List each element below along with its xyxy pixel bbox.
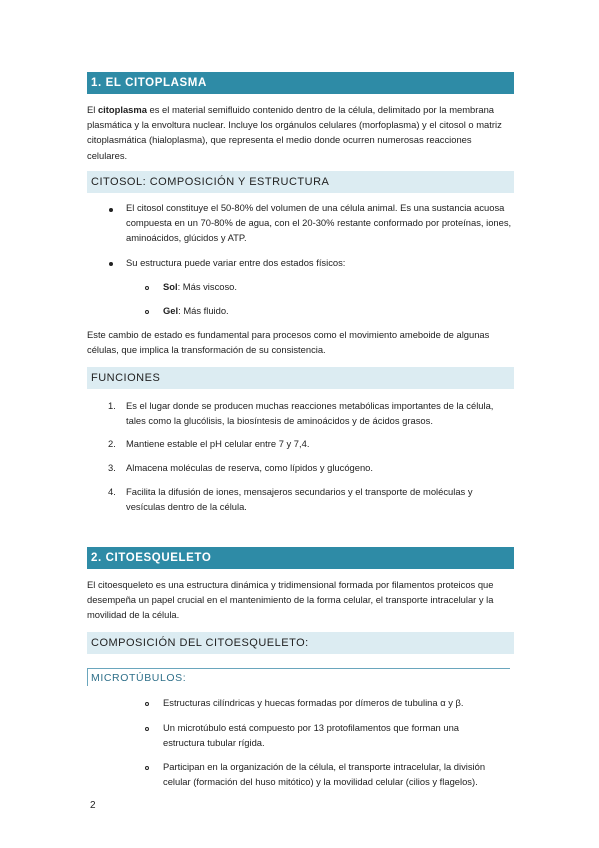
funcion-item-4: Facilita la difusión de iones, mensajeros secundarios y el transporte de moléculas y vesículas dentro de la célula. — [126, 486, 473, 513]
list-number: 4. — [108, 486, 116, 497]
citosol-bullet-1: El citosol constituye el 50-80% del volumen de una célula animal. Es una sustancia acuosa compuesta en un 70-80% de agua, con el 20-30% restante conformado por proteínas, iones, aminoácidos, glúcidos y ATP. — [126, 202, 512, 244]
circle-bullet-icon — [145, 766, 149, 770]
funcion-item-1: Es el lugar donde se producen muchas reacciones metabólicas importantes de la célula, tales como la glucólisis, la biosíntesis de aminoácidos y de ácidos grasos. — [126, 400, 494, 427]
citosol-bullet-2: Su estructura puede variar entre dos estados físicos: — [126, 257, 346, 268]
page-number: 2 — [90, 800, 96, 811]
subheading-citosol: CITOSOL: COMPOSICIÓN Y ESTRUCTURA — [87, 171, 514, 193]
bullet-icon — [109, 208, 113, 212]
state-gel: Gel: Más fluido. — [163, 305, 229, 316]
funcion-item-2: Mantiene estable el pH celular entre 7 y 7,4. — [126, 438, 310, 449]
microtubulos-item-3: Participan en la organización de la célula, el transporte intracelular, la división celular (formación del huso mitótico) y la movilidad celular (cilios y flagelos). — [163, 761, 486, 788]
section-heading-citoplasma: 1. EL CITOPLASMA — [87, 72, 514, 94]
citoplasma-intro: El citoplasma es el material semifluido contenido dentro de la célula, delimitado por la membrana plasmática y la envoltura nuclear. Incluye los orgánulos celulares (morfoplasma) y el citosol o matriz citoplasmática (hialoplasma), que representa el medio donde ocurren numerosas reacciones celulares. — [87, 104, 502, 161]
subheading-microtubulos: MICROTÚBULOS: — [87, 668, 510, 686]
microtubulos-item-1: Estructuras cilíndricas y huecas formadas por dímeros de tubulina α y β. — [163, 697, 464, 708]
bullet-icon — [109, 262, 113, 266]
circle-bullet-icon — [145, 702, 149, 706]
microtubulos-item-2: Un microtúbulo está compuesto por 13 protofilamentos que forman una estructura tubular rígida. — [163, 722, 459, 749]
funcion-item-3: Almacena moléculas de reserva, como lípidos y glucógeno. — [126, 462, 374, 473]
subheading-funciones: FUNCIONES — [87, 367, 514, 389]
circle-bullet-icon — [145, 310, 149, 314]
subheading-composicion: COMPOSICIÓN DEL CITOESQUELETO: — [87, 632, 514, 654]
list-number: 1. — [108, 400, 116, 411]
citoesqueleto-intro: El citoesqueleto es una estructura dinámica y tridimensional formada por filamentos proteicos que desempeña un papel crucial en el mantenimiento de la forma celular, el transporte intracelular y la movilidad de la célula. — [87, 579, 494, 621]
state-sol: Sol: Más viscoso. — [163, 281, 237, 292]
circle-bullet-icon — [145, 286, 149, 290]
list-number: 3. — [108, 462, 116, 473]
citosol-closing: Este cambio de estado es fundamental para procesos como el movimiento ameboide de algunas células, que implica la transformación de su consistencia. — [87, 329, 490, 356]
list-number: 2. — [108, 438, 116, 449]
circle-bullet-icon — [145, 727, 149, 731]
section-heading-citoesqueleto: 2. CITOESQUELETO — [87, 547, 514, 569]
